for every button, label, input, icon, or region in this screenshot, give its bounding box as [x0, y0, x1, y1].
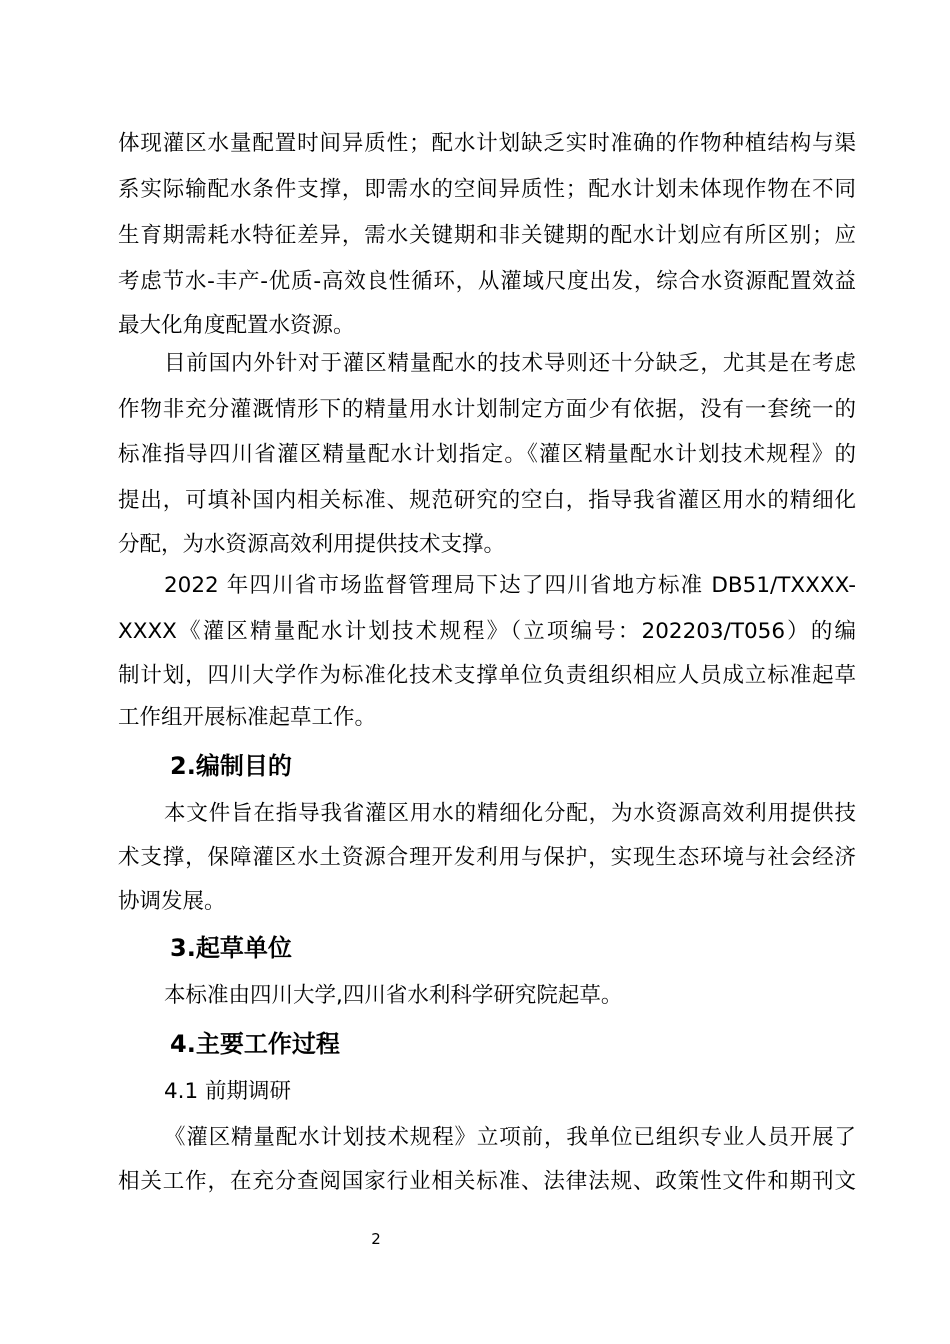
text-line: 系实际输配水条件支撑，即需水的空间异质性；配水计划未体现作物在不同: [118, 177, 856, 202]
text-line: 2022 年四川省市场监督管理局下达了四川省地方标准 DB51/TXXXX-: [164, 573, 856, 598]
text-line: 体现灌区水量配置时间异质性；配水计划缺乏实时准确的作物种植结构与渠: [118, 131, 856, 156]
page-number: 2: [371, 1230, 381, 1248]
text-line: XXXX《灌区精量配水计划技术规程》（立项编号：202203/T056）的编: [118, 619, 856, 644]
text-line: 标准指导四川省灌区精量配水计划指定。《灌区精量配水计划技术规程》的: [118, 442, 856, 467]
section-heading-purpose: 2.编制目的: [170, 752, 292, 780]
text-line: 本文件旨在指导我省灌区用水的精细化分配，为水资源高效利用提供技: [164, 801, 856, 826]
text-line: 本标准由四川大学,四川省水利科学研究院起草。: [164, 983, 623, 1008]
text-line: 工作组开展标准起草工作。: [118, 705, 377, 730]
section-heading-drafting-units: 3.起草单位: [170, 934, 292, 962]
subsection-heading: 4.1 前期调研: [164, 1079, 292, 1104]
text-line: 《灌区精量配水计划技术规程》立项前，我单位已组织专业人员开展了: [164, 1125, 856, 1150]
text-line: 协调发展。: [118, 889, 226, 914]
text-line: 提出，可填补国内相关标准、规范研究的空白，指导我省灌区用水的精细化: [118, 488, 856, 513]
text-line: 分配，为水资源高效利用提供技术支撑。: [118, 532, 506, 557]
text-line: 最大化角度配置水资源。: [118, 313, 355, 338]
text-line: 术支撑，保障灌区水土资源合理开发利用与保护，实现生态环境与社会经济: [118, 845, 856, 870]
text-line: 相关工作，在充分查阅国家行业相关标准、法律法规、政策性文件和期刊文: [118, 1169, 856, 1194]
text-line: 作物非充分灌溉情形下的精量用水计划制定方面少有依据，没有一套统一的: [118, 397, 856, 422]
text-line: 生育期需耗水特征差异，需水关键期和非关键期的配水计划应有所区别；应: [118, 223, 856, 248]
text-line: 制计划，四川大学作为标准化技术支撑单位负责组织相应人员成立标准起草: [118, 663, 856, 688]
text-line: 考虑节水-丰产-优质-高效良性循环，从灌域尺度出发，综合水资源配置效益: [118, 269, 856, 294]
text-line: 目前国内外针对于灌区精量配水的技术导则还十分缺乏，尤其是在考虑: [164, 351, 856, 376]
section-heading-work-process: 4.主要工作过程: [170, 1030, 340, 1058]
